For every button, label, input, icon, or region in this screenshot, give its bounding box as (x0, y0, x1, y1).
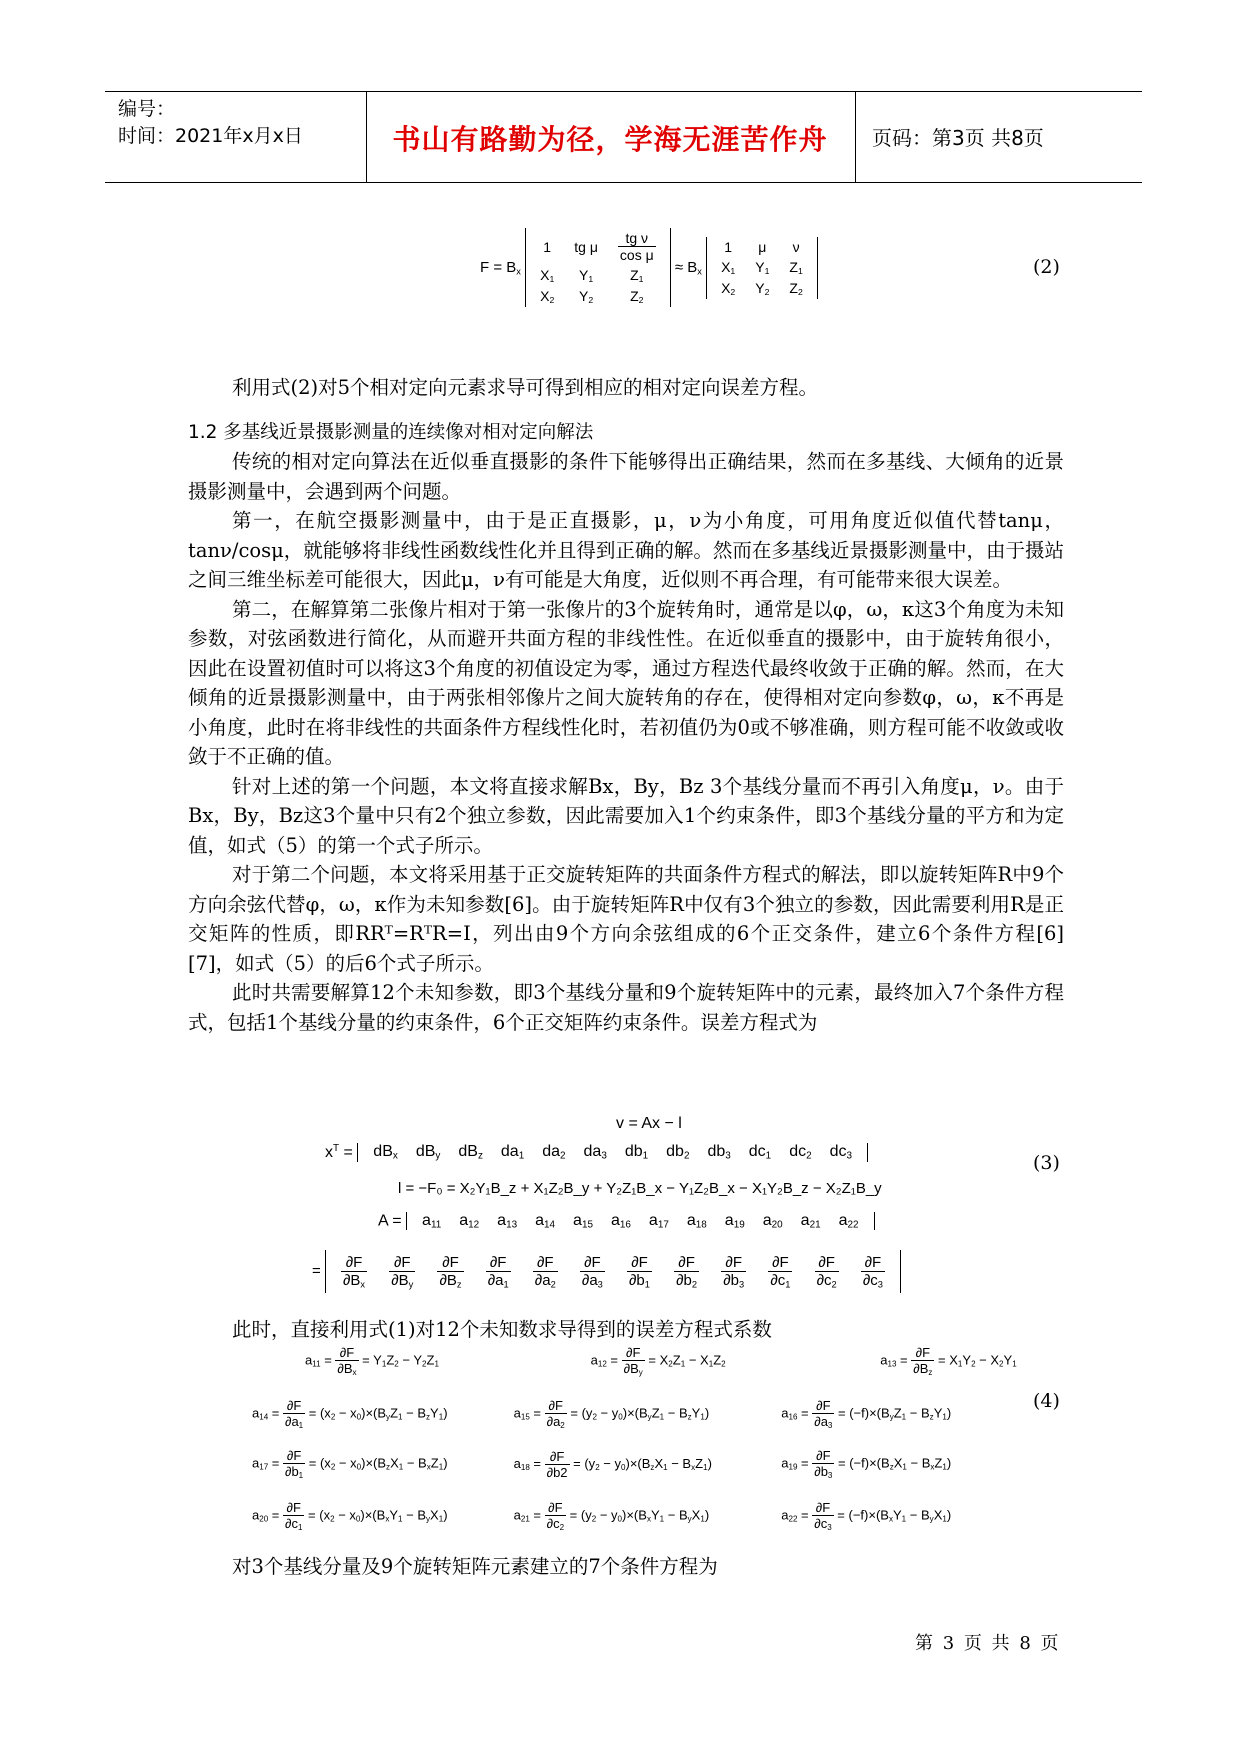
paragraph-7: 此时共需要解算12个未知参数，即3个基线分量和9个旋转矩阵中的元素，最终加入7个条件方程式，包括1个基线分量的约束条件，6个正交矩阵约束条件。误差方程式为 (188, 981, 1064, 1034)
header-motto: 书山有路勤为径，学海无涯苦作舟 (392, 123, 828, 156)
paragraph-1: 利用式(2)对5个相对定向元素求导可得到相应的相对定向误差方程。 (232, 376, 819, 399)
header-bottom-rule (105, 182, 1142, 183)
equation-3-l: l = −F₀ = X₂Y₁B_z + X₁Z₂B_y + Y₂Z₁B_x − Y₁Z₂B_x − X₁Y₂B_z − X₂Z₁B_y (398, 1180, 882, 1197)
paragraph-5: 针对上述的第一个问题，本文将直接求解Bx，By，Bz 3个基线分量而不再引入角度μ，ν。由于Bx，By，Bz这3个量中只有2个独立参数，因此需要加入1个约束条件，即3个基线分量的平方和为定值，如式（5）的第一个式子所示。 (188, 774, 1064, 857)
section-heading: 1.2 多基线近景摄影测量的连续像对相对定向解法 (188, 422, 594, 443)
document-time-label: 时间：2021年x月x日 (118, 125, 303, 147)
equation-3-number: (3) (1033, 1152, 1060, 1174)
header-meta (118, 96, 303, 150)
equation-4-row1: $a_{11}$ = $\frac{\partial F}{\partial B_x}$ = $Y_1Z_2 - Y_2Z_1$ $a_{12}$ = $\frac{\partial F}{\partial B_y}$ = $X_2Z_1 - X_1Z_2$ $a_{13}$ = $\frac{\partial F}{\partial B_z}$ = $X_1Y_2 - X_2Y_1$ (305, 1345, 1017, 1377)
header-page-code: 页码：第3页 共8页 (872, 126, 1044, 150)
paragraph-4: 第二，在解算第二张像片相对于第一张像片的3个旋转角时，通常是以φ，ω，κ这3个角度为未知参数，对弦函数进行简化，从而避开共面方程的非线性性。在近似垂直的摄影中，由于旋转角很小，因此在设置初值时可以将这3个角度的初值设定为零，通过方程迭代最终收敛于正确的解。然而，在大倾角的近景摄影测量中，由于两张相邻像片之间大旋转角的存在，使得相对定向参数φ，ω，κ不再是小角度，此时在将非线性的共面条件方程线性化时，若初值仍为0或不够准确，则方程可能不收敛或收敛于不正确的值。 (188, 597, 1064, 768)
equation-3-line1: v = Ax − l (616, 1115, 682, 1132)
equation-2: $F = B_x$ 1 tg μ $\frac{\text{tg ν}}{\text{cos μ}}$ $X_1$ $Y_1$ $Z_1$ $X_2$ $Y_2$ $Z_2$ ≈ $B_x$ 1 μ ν $X_1$ $Y_1$ $Z_1$ $X_2$ $Y_2$ $Z_2$ (480, 228, 818, 307)
footer-page-number: 第 3 页 共 8 页 (915, 1633, 1061, 1654)
paragraph-8: 此时，直接利用式(1)对12个未知数求导得到的误差方程式系数 (232, 1318, 772, 1341)
paragraph-2: 传统的相对定向算法在近似垂直摄影的条件下能够得出正确结果，然而在多基线、大倾角的近景摄影测量中，会遇到两个问题。 (188, 450, 1064, 503)
body-text (188, 447, 1064, 1037)
equation-4-row3: $a_{17}$ = $\frac{\partial F}{\partial b_1}$ = $(x_2 - x_0)\times(B_zX_1 - B_xZ_1) a_{18}$ = $\frac{\partial F}{\partial b2}$ = $(y_2 - y_0)\times(B_zX_1 - B_xZ_1) a_{19}$ = $\frac{\partial F}{\partial b_3}$ = $(-f)\times(B_zX_1 - B_xZ_1)$ (252, 1448, 952, 1480)
equation-2-number: (2) (1033, 256, 1060, 278)
equation-3-A: $A = a_{11}$ $a_{12}$ $a_{13}$ $a_{14}$ $a_{15}$ $a_{16}$ $a_{17}$ $a_{18}$ $a_{19}$ $a_{20}$ $a_{21}$ $a_{22}$ (378, 1212, 875, 1230)
equation-3-partials: = $\frac{\partial F}{\partial B_x}$ $\frac{\partial F}{\partial B_y}$ $\frac{\partial F}{\partial B_z}$ $\frac{\partial F}{\partial a_1}$ $\frac{\partial F}{\partial a_2}$ $\frac{\partial F}{\partial a_3}$ $\frac{\partial F}{\partial b_1}$ $\frac{\partial F}{\partial b_2}$ $\frac{\partial F}{\partial b_3}$ $\frac{\partial F}{\partial c_1}$ $\frac{\partial F}{\partial c_2}$ $\frac{\partial F}{\partial c_3}$ (312, 1250, 901, 1293)
header-divider-right (855, 92, 856, 182)
equation-4-number: (4) (1033, 1390, 1060, 1412)
document-number-label: 编号： (118, 98, 176, 120)
header-top-rule (105, 91, 1142, 92)
equation-3-xT: $x^T = dB_x$ $dB_y$ $dB_z$ $da_1$ $da_2$ $da_3$ $db_1$ $db_2$ $db_3$ $dc_1$ $dc_2$ $dc_3$ (325, 1143, 868, 1162)
paragraph-6: 对于第二个问题，本文将采用基于正交旋转矩阵的共面条件方程式的解法，即以旋转矩阵R中9个方向余弦代替φ，ω，κ作为未知参数[6]。由于旋转矩阵R中仅有3个独立的参数，因此需要利用R是正交矩阵的性质，即RRᵀ=RᵀR=I，列出由9个方向余弦组成的6个正交条件，建立6个条件方程[6] [7]，如式（5）的后6个式子所示。 (188, 863, 1064, 975)
equation-4-row2: $a_{14}$ = $\frac{\partial F}{\partial a_1}$ = $(x_2 - x_0)\times(B_yZ_1 - B_zY_1) a_{15}$ = $\frac{\partial F}{\partial a_2}$ = $(y_2 - y_0)\times(B_yZ_1 - B_zY_1) a_{16}$ = $\frac{\partial F}{\partial a_3}$ = $(-f)\times(B_yZ_1 - B_zY_1)$ (252, 1398, 952, 1430)
header-divider-left (366, 92, 367, 182)
equation-4-row4: $a_{20}$ = $\frac{\partial F}{\partial c_1}$ = $(x_2 - x_0)\times(B_xY_1 - B_yX_1) a_{21}$ = $\frac{\partial F}{\partial c_2}$ = $(y_2 - y_0)\times(B_xY_1 - B_yX_1) a_{22}$ = $\frac{\partial F}{\partial c_3}$ = $(-f)\times(B_xY_1 - B_yX_1)$ (252, 1500, 952, 1532)
paragraph-9: 对3个基线分量及9个旋转矩阵元素建立的7个条件方程为 (232, 1555, 718, 1578)
paragraph-3: 第一，在航空摄影测量中，由于是正直摄影，μ，ν为小角度，可用角度近似值代替tanμ，tanν/cosμ，就能够将非线性函数线性化并且得到正确的解。然而在多基线近景摄影测量中，由于摄站之间三维坐标差可能很大，因此μ，ν有可能是大角度，近似则不再合理，有可能带来很大误差。 (188, 509, 1064, 591)
